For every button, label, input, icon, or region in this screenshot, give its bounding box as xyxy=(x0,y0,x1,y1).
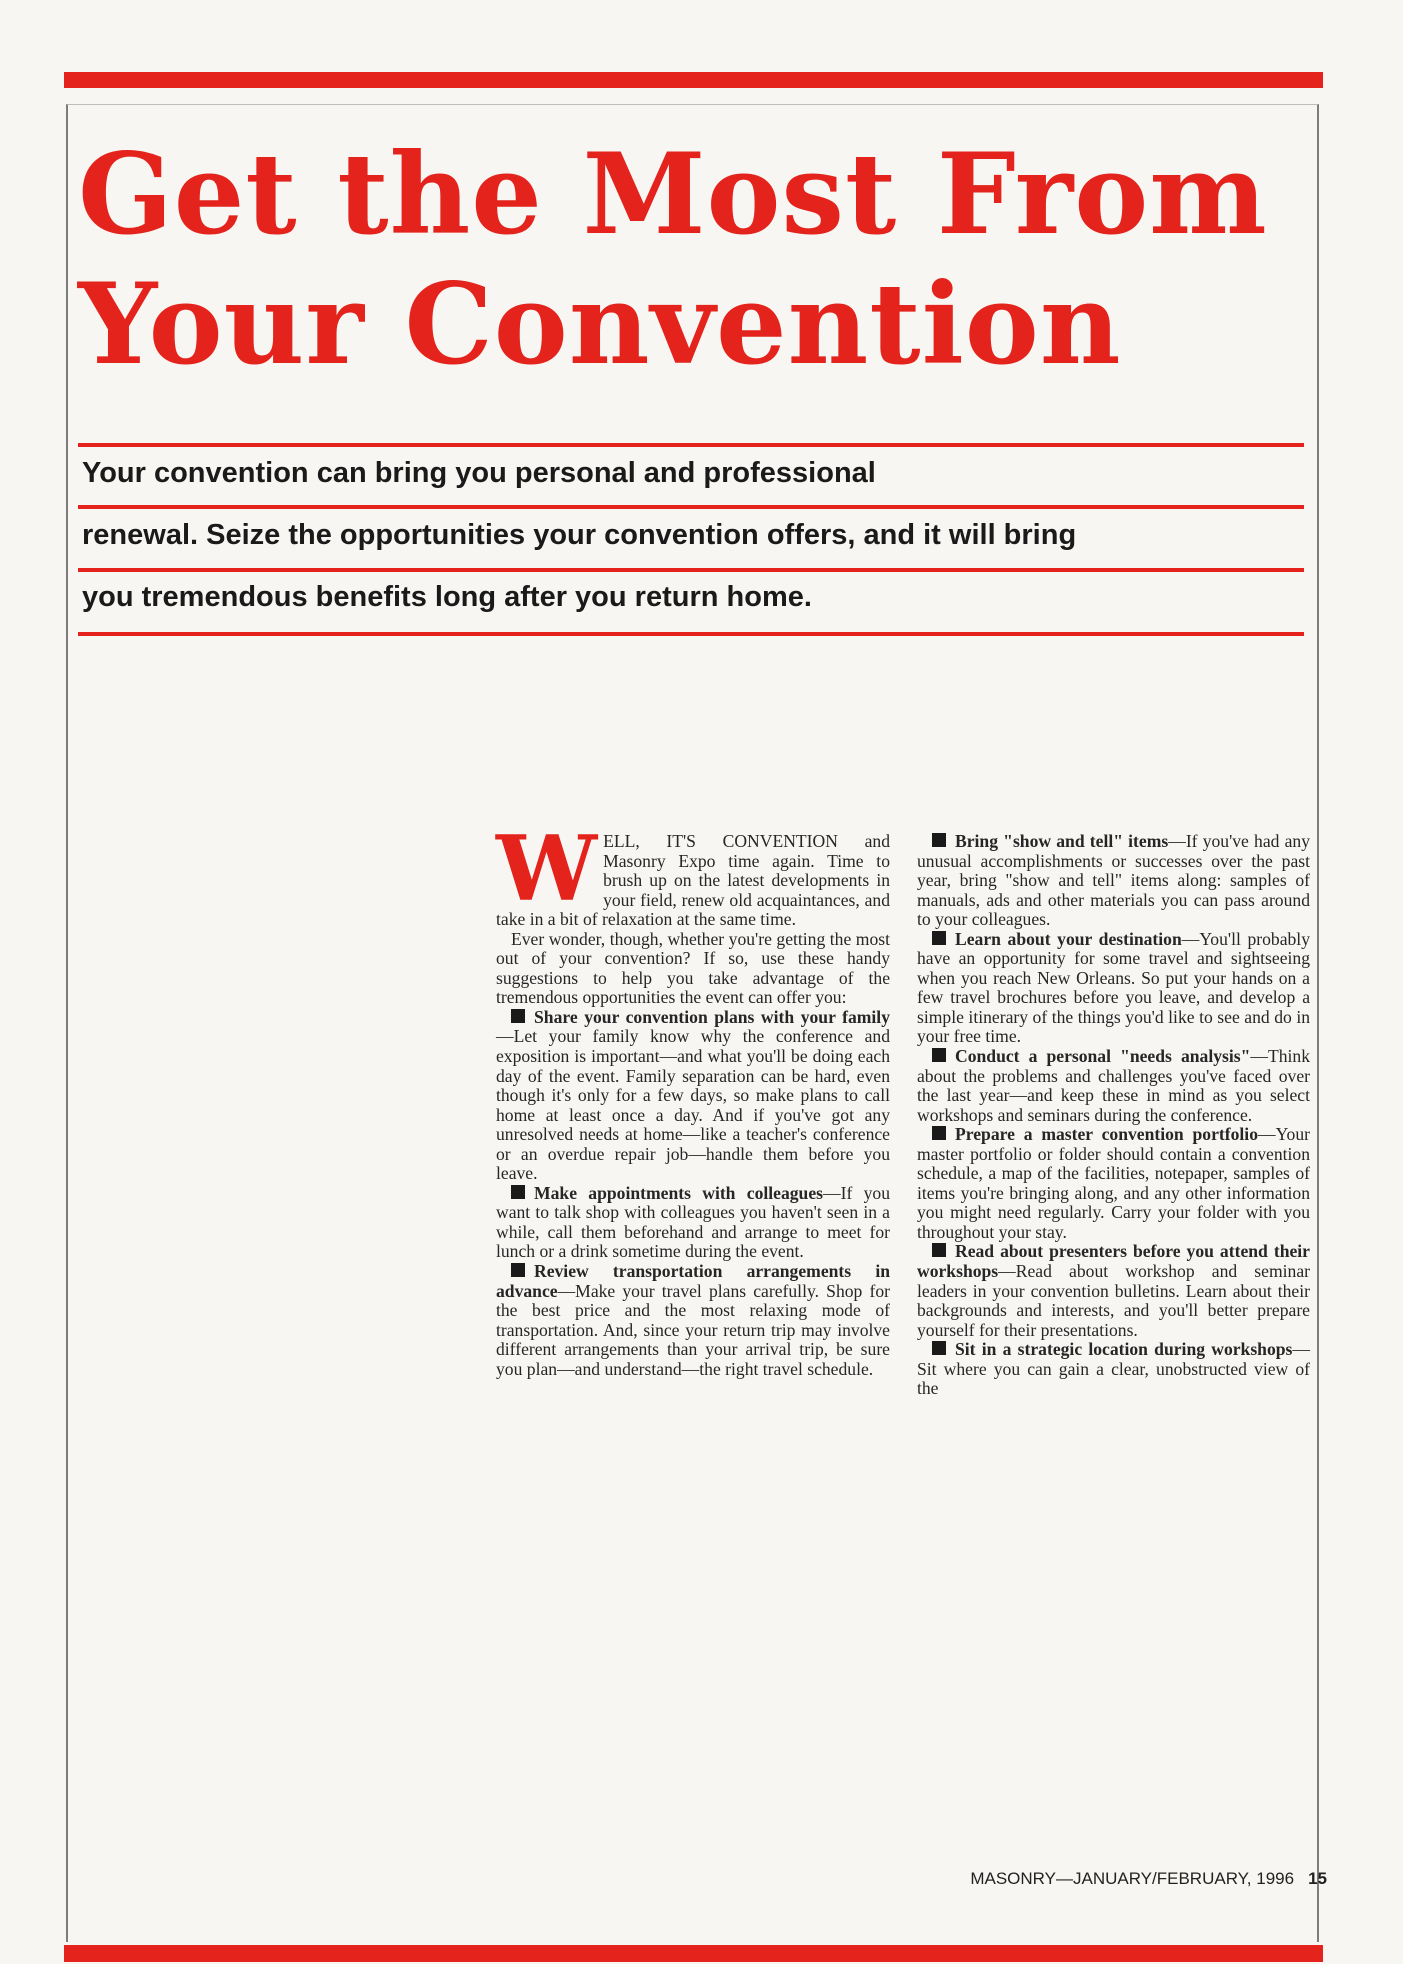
tip-paragraph xyxy=(917,1340,1310,1399)
tip-text: —If you want to talk shop with colleagues you haven't seen in a while, call them beforehand and arrange to meet for lunch or a drink sometime during the event. xyxy=(496,1182,890,1262)
tip-paragraph xyxy=(917,1242,1310,1340)
tip-lead: Share your convention plans with your family xyxy=(534,1006,890,1027)
bullet-square-icon xyxy=(932,833,946,847)
tip-paragraph xyxy=(496,1184,890,1262)
page-footer xyxy=(970,1869,1327,1889)
tip-lead: Review transportation arrangements in advance xyxy=(496,1261,890,1301)
headline-line-1: Get the Most From xyxy=(78,130,1268,260)
bullet-square-icon xyxy=(932,1341,946,1355)
tip-lead: Make appointments with colleagues xyxy=(534,1182,823,1203)
tip-text: —Read about workshop and seminar leaders in your convention bulletins. Learn about their backgrounds and interests, and you'll better prepare yourself for their presentations. xyxy=(917,1261,1310,1340)
deck-line-3: you tremendous benefits long after you return home. xyxy=(82,581,812,613)
intro-paragraph-1 xyxy=(496,816,890,930)
bullet-square-icon xyxy=(932,1243,946,1257)
tip-lead: Conduct a personal "needs analysis" xyxy=(955,1046,1251,1067)
tip-lead: Bring "show and tell" items xyxy=(955,831,1169,851)
page-number: 15 xyxy=(1308,1869,1327,1888)
tip-text: —Your master portfolio or folder should contain a convention schedule, a map of the facilities, notepaper, samples of items you're bringing along, and any other information you might need regularly. Carry your folder with you throughout your stay. xyxy=(917,1124,1310,1242)
intro-text-1: ELL, IT'S CONVENTION and Masonry Expo time again. Time to brush up on the latest developments in your field, renew old acquaintances, and take in a bit of relaxation at the same time. xyxy=(496,831,890,930)
body-column-right xyxy=(917,832,1310,1399)
deck-line-1: Your convention can bring you personal and professional xyxy=(82,457,876,489)
tip-paragraph xyxy=(917,930,1310,1047)
tip-lead: Read about presenters before you attend their workshops xyxy=(917,1241,1310,1282)
article-headline xyxy=(78,130,1268,390)
tip-paragraph xyxy=(496,1262,890,1379)
tip-text: —Sit where you can gain a clear, unobstructed view of the xyxy=(917,1339,1310,1399)
tip-paragraph xyxy=(917,1047,1310,1125)
bullet-square-icon xyxy=(511,1263,525,1277)
deck-line-2: renewal. Seize the opportunities your convention offers, and it will bring xyxy=(82,519,1077,551)
bullet-square-icon xyxy=(932,1048,946,1062)
deck-rule-1 xyxy=(78,443,1304,447)
top-red-bar xyxy=(64,72,1323,88)
tip-text: —Think about the problems and challenges you've faced over the last year—and keep these in mind as you select workshops and seminars during the conference. xyxy=(917,1046,1310,1125)
deck-rule-2 xyxy=(78,505,1304,509)
deck-rule-4 xyxy=(78,632,1304,636)
footer-publication: MASONRY—JANUARY/FEBRUARY, 1996 xyxy=(970,1869,1295,1888)
bullet-square-icon xyxy=(511,1009,525,1023)
bottom-red-bar xyxy=(64,1945,1323,1962)
bullet-square-icon xyxy=(511,1185,525,1199)
headline-line-2: Your Convention xyxy=(78,260,1122,390)
bullet-square-icon xyxy=(932,1126,946,1140)
bullet-square-icon xyxy=(932,931,946,945)
body-column-left xyxy=(496,816,890,1379)
intro-paragraph-2: Ever wonder, though, whether you're getting the most out of your convention? If so, use these handy suggestions to help you take advantage of the tremendous opportunities the event can offer you: xyxy=(496,928,890,1008)
tip-lead: Learn about your destination xyxy=(955,928,1182,949)
tip-paragraph xyxy=(917,1125,1310,1242)
deck-rule-3 xyxy=(78,568,1304,572)
tip-lead: Prepare a master convention portfolio xyxy=(955,1124,1258,1145)
tip-text: —Let your family know why the conference and exposition is important—and what you'll be doing each day of the event. Family separation can be hard, even though it's only for a few days, so make plans to call home at least once a day. And if you've got any unresolved needs at home—like a teacher's conference or an overdue repair job—handle them before you leave. xyxy=(496,1026,890,1184)
drop-cap: W xyxy=(496,816,598,922)
tip-text: —If you've had any unusual accomplishments or successes over the past year, bring "show and tell" items along: samples of manuals, ads and other materials you can pass around to your colleagues. xyxy=(917,831,1310,930)
tip-paragraph xyxy=(496,1008,890,1184)
tip-text: —Make your travel plans carefully. Shop for the best price and the most relaxing mode of transportation. And, since your return trip may involve different arrangements than your arrival trip, be sure you plan—and understand—the right travel schedule. xyxy=(496,1280,890,1379)
tip-lead: Sit in a strategic location during workshops xyxy=(955,1339,1293,1360)
tip-paragraph xyxy=(917,832,1310,930)
tip-text: —You'll probably have an opportunity for some travel and sightseeing when you reach New Orleans. So put your hands on a few travel brochures before you leave, and develop a simple itinerary of the things you'd like to see and do in your free time. xyxy=(917,928,1310,1047)
